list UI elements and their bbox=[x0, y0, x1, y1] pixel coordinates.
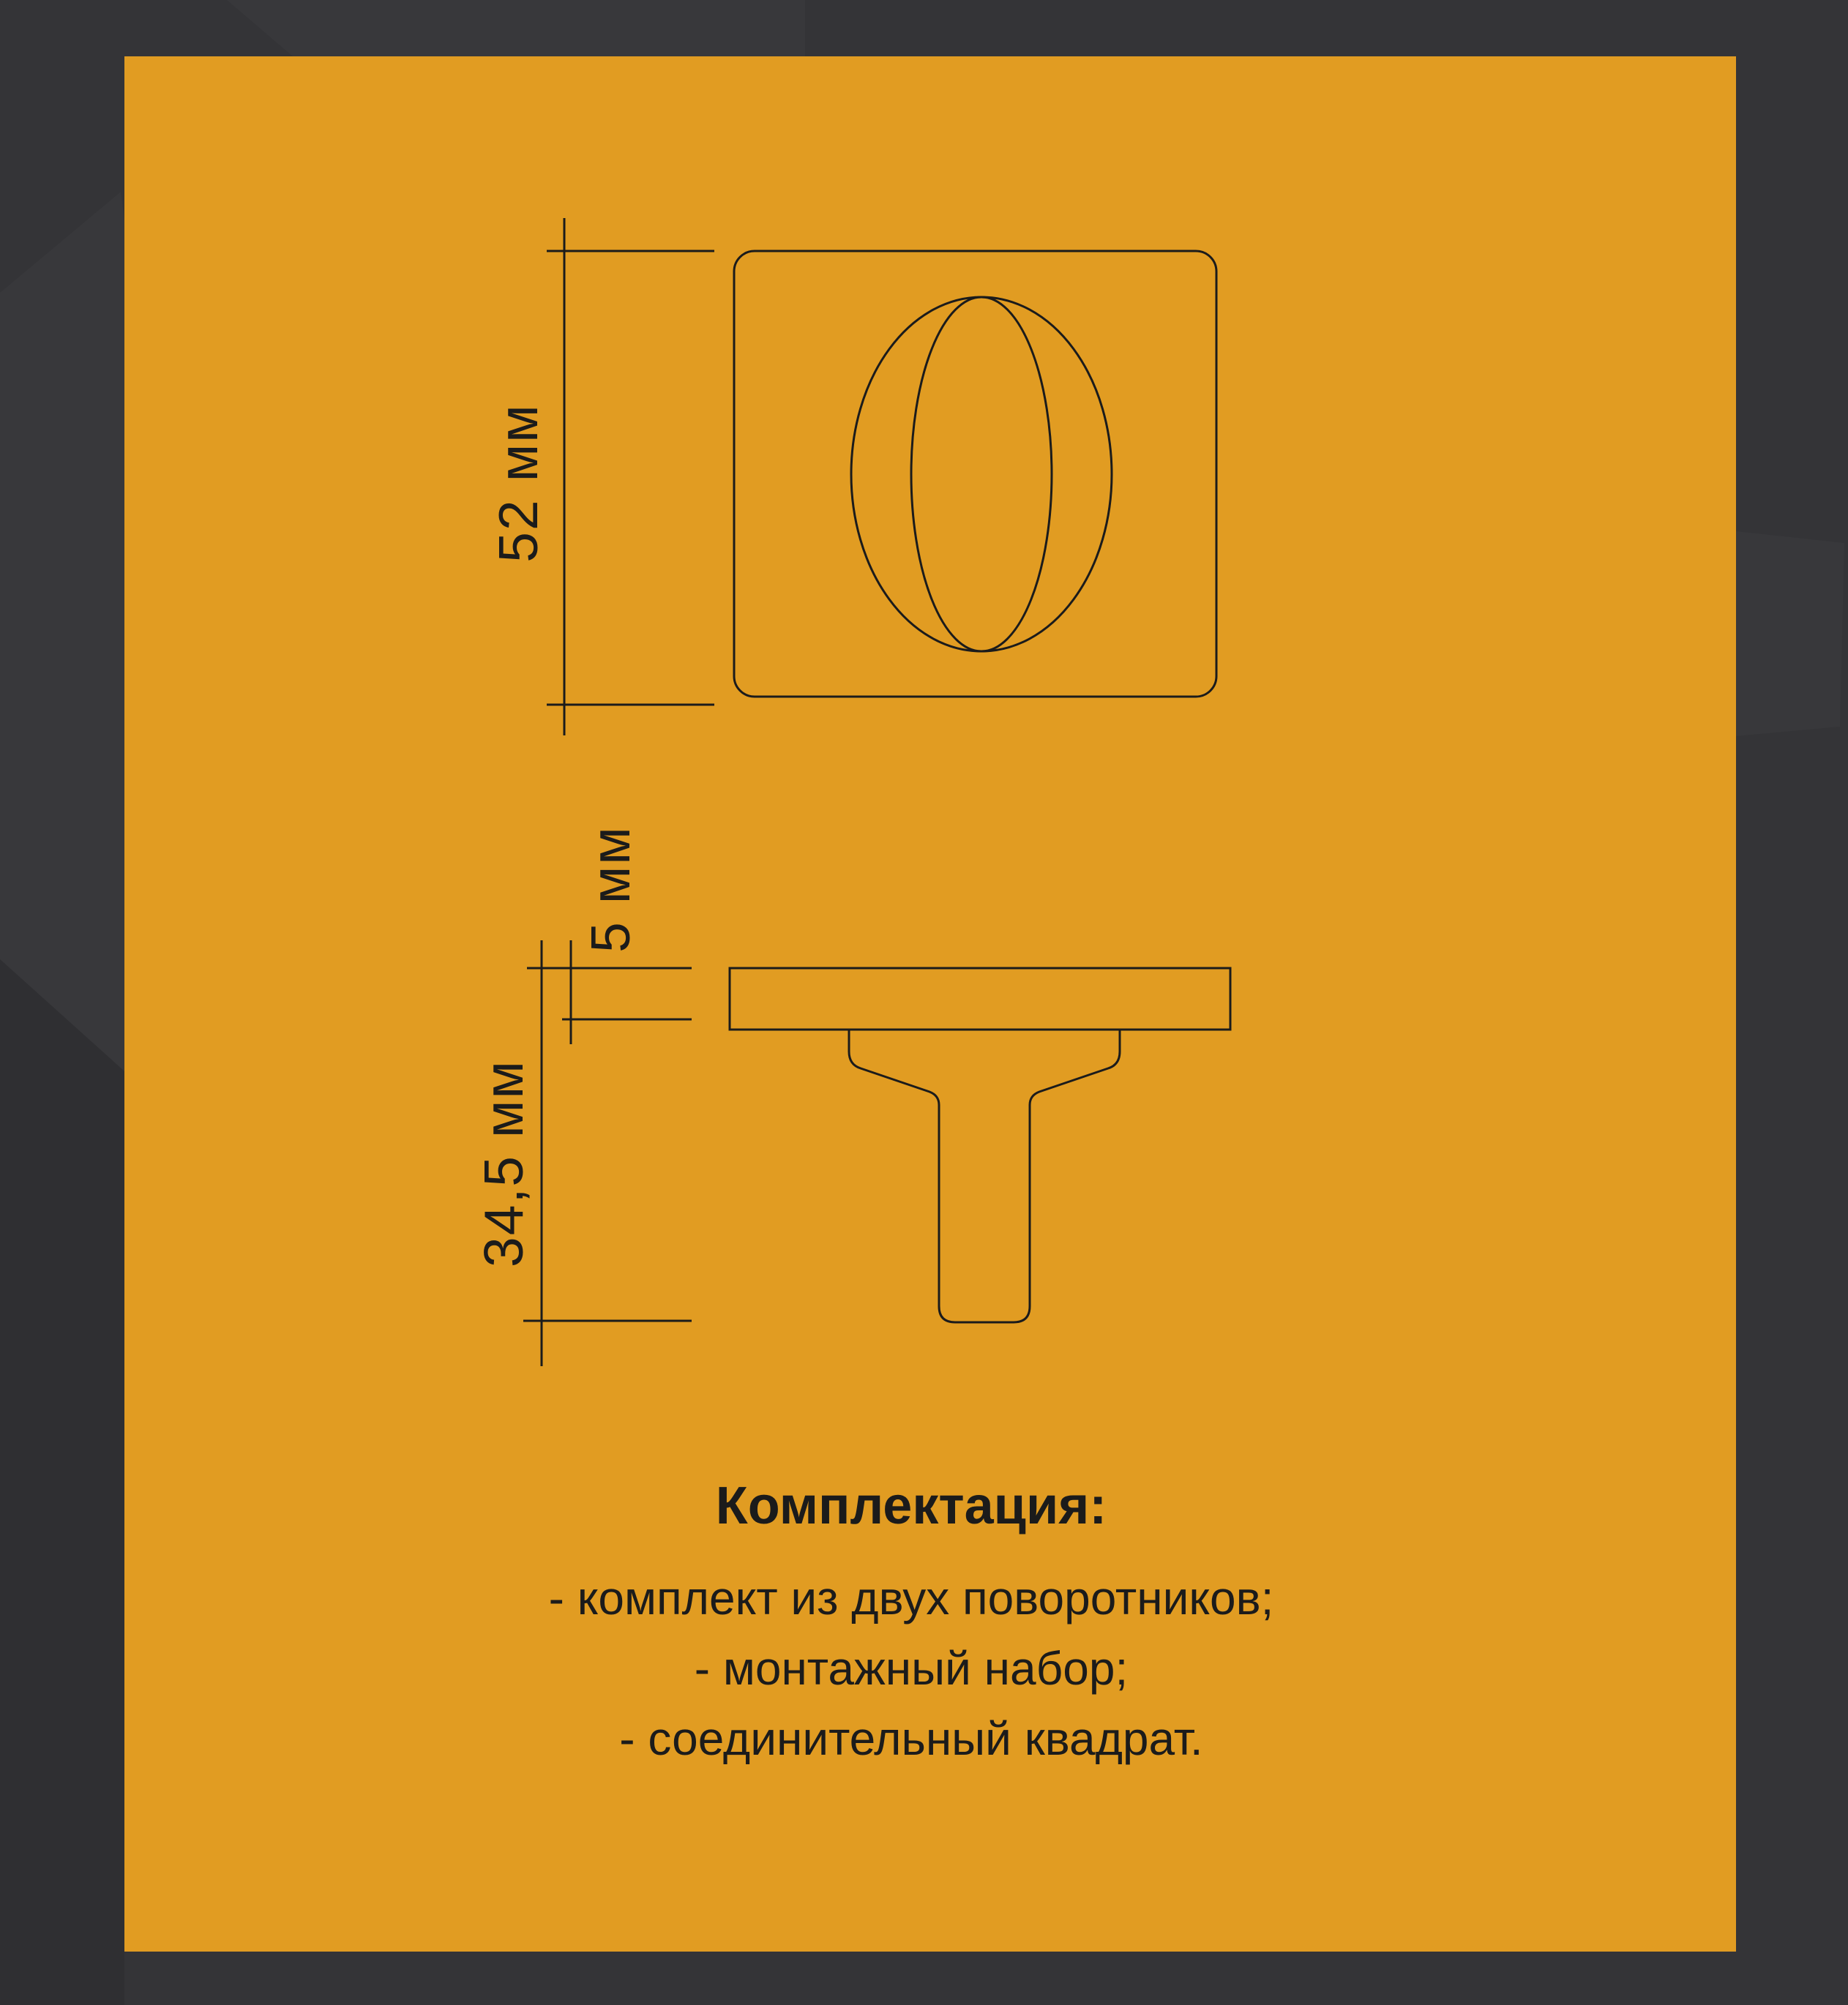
package-contents bbox=[105, 1477, 1717, 1774]
rosette-plate-profile bbox=[730, 968, 1230, 1030]
package-item: - комплект из двух поворотников; bbox=[548, 1572, 1274, 1624]
dimension-label-5mm: 5 мм bbox=[580, 825, 641, 953]
rosette-square-outline bbox=[734, 251, 1216, 697]
thumbturn-grip-ellipse bbox=[911, 297, 1052, 651]
package-heading: Комплектация: bbox=[715, 1477, 1107, 1535]
top-view-drawing bbox=[547, 218, 1216, 735]
thumbturn-knob-profile bbox=[849, 1030, 1120, 1322]
dimension-label-34-5mm: 34,5 мм bbox=[473, 1060, 534, 1267]
thumbturn-outer-ellipse bbox=[851, 297, 1112, 651]
package-item: - монтажный набор; bbox=[694, 1642, 1129, 1695]
dimension-label-52mm: 52 мм bbox=[487, 403, 549, 563]
package-item: - соединительный квадрат. bbox=[619, 1712, 1203, 1765]
side-view-drawing bbox=[523, 940, 1230, 1366]
